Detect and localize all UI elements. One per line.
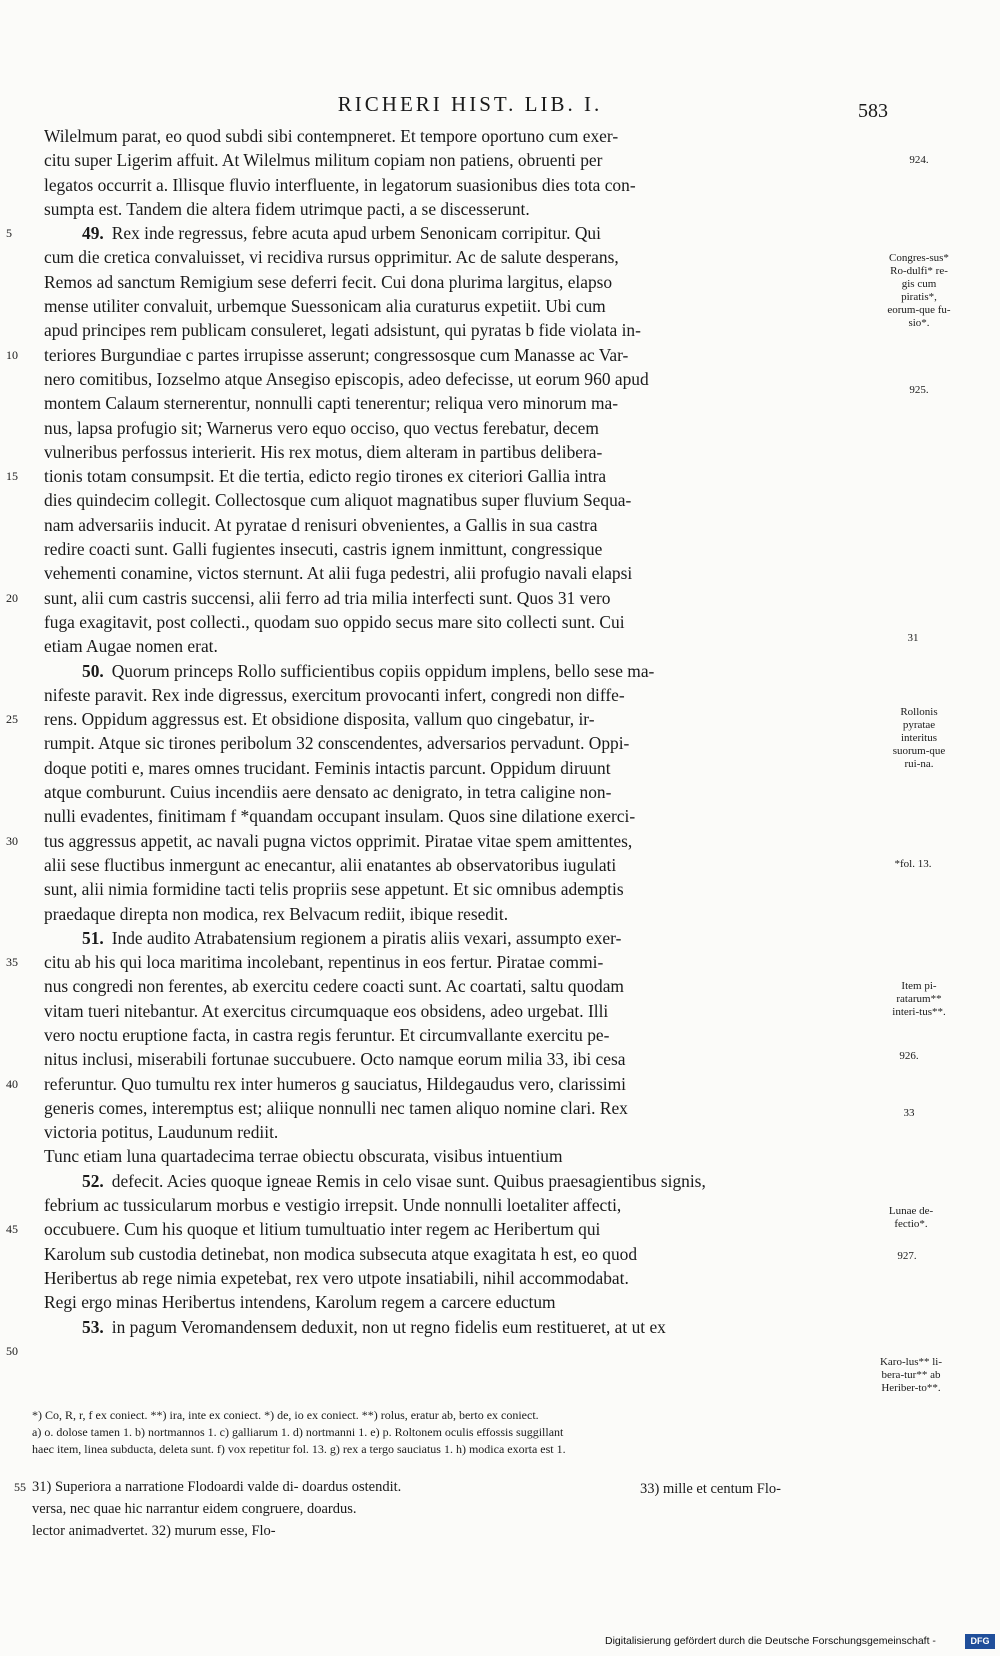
section-number: 49. [82,223,104,244]
text-line: alii sese fluctibus inmergunt ac enecantur, alii enatantes ab observatoribus iugulati [44,854,617,875]
text-line: redire coacti sunt. Galli fugientes insecuti, castris ignem inmittunt, congressique [44,539,603,560]
text-line: Regi ergo minas Heribertus intendens, Karolum regem a carcere eductum [44,1292,556,1313]
text-line: 52. defecit. Acies quoque igneae Remis in celo visae sunt. Quibus praesagientibus signis, [82,1170,706,1191]
text-line: vehementi conamine, victos sternunt. At alii fuga pedestri, alii profugio navali elapsi [44,563,633,584]
text-line: 10 teriores Burgundiae c partes irrupisse asserunt; congressosque cum Manasse ac Var- [6,344,629,365]
margin-note-fol13: *fol. 13. [894,858,932,870]
text-line: nus, lapsa profugio sit; Warnerus vero equo occiso, quo vectus ferebatur, decem [44,417,599,438]
text-line: nitus inclusi, miserabili fortunae succubuere. Octo namque eorum milia 33, ibi cesa [44,1049,626,1070]
text-line: nam adversariis inducit. At pyratae d renisuri obvenientes, a Gallis in sua castra [44,514,598,535]
text-line: generis comes, interemptus est; aliique nonnulli nec tamen aliquo nomine clari. Rex [44,1097,628,1118]
text-line: cum die cretica convaluisset, vi recidiva rursus opprimitur. Ac de salute desperans, [44,247,619,268]
text-line: 50. Quorum princeps Rollo sufficientibus copiis oppidum implens, bello sese ma- [82,660,655,681]
text-line: nulli evadentes, finitimam f *quandam occupant insulam. Quos sine dilatione exerci- [44,806,636,827]
page-number: 583 [858,100,888,122]
text-line: 15 tionis totam consumpsit. Et die tertia, edicto regio tirones ex citeriori Gallia intra [6,466,607,487]
text-line: 51. Inde audito Atrabatensium regionem a piratis aliis vexari, assumpto exer- [82,927,622,948]
dfg-logo-icon: DFG [965,1634,995,1649]
margin-year-926: 926. [899,1050,919,1062]
text-line: 25 rens. Oppidum aggressus est. Et obsidione disposita, vallum quo cingebatur, ir- [6,709,595,730]
text-line: etiam Augae nomen erat. [44,636,218,657]
text-line: nifeste paravit. Rex inde digressus, exercitum provocanti infert, congredi non diffe- [44,684,625,705]
text-line: 50 [6,1343,18,1358]
text-line: Wilelmum parat, eo quod subdi sibi contempneret. Et tempore oportuno cum exer- [44,126,619,146]
text-line: 53. in pagum Veromandensem deduxit, non ut regno fidelis eum restitueret, at ut ex [82,1316,666,1337]
text-line: 5 49. Rex inde regressus, febre acuta apud urbem Senonicam corripitur. Qui [6,223,601,244]
footnote-line: versa, nec quae hic narrantur eidem congruere, doardus. [32,1501,357,1517]
apparatus-notes [32,1407,867,1458]
margin-note-congressus: Congres-sus* Ro-dulfi* re-gis cum piratis*, eorum-que fu-sio*. [887,252,951,329]
text-line: rumpit. Atque sic tirones peribolum 32 conscendentes, adversarios pervadunt. Oppi- [44,733,630,754]
margin-year-924: 924. [909,154,929,166]
text-line: 45 occubuere. Cum his quoque et litium tumultuatio inter regem ac Heribertum qui [6,1219,601,1240]
text-line: doque potiti e, mares omnes trucidant. Feminis intactis parcunt. Oppidum diruunt [44,757,611,778]
margin-note-lunae: Lunae de-fectio*. [888,1205,934,1230]
section-number: 52. [82,1170,104,1191]
text-line: legatos occurrit a. Illisque fluvio interfluente, in legatorum suasionibus dies tota con- [44,174,636,195]
margin-note-33: 33 [903,1107,915,1119]
text-line: dies quindecim collegit. Collectosque cum aliquot magnatibus super fluvium Sequa- [44,490,632,511]
section-number: 51. [82,927,104,948]
footnote-line: 31) Superiora a narratione Flodoardi valde di- doardus ostendit. [32,1479,402,1495]
text-line: victoria potitus, Laudunum rediit. [44,1122,279,1143]
line-number: 55 [14,1480,26,1494]
text-line: Remos ad sanctum Remigium sese deferri fecit. Cui dona plurima largitus, elapso [44,271,613,292]
text-line: vulneribus perfossus interierit. His rex motus, diem alteram in partibus delibera- [44,441,603,462]
text-line: Tunc etiam luna quartadecima terrae obiectu obscurata, visibus intuentium [44,1146,563,1167]
text-line: nero comitibus, Iozselmo atque Ansegiso episcopis, adeo defecisse, ut eorum 960 apud [44,368,649,389]
margin-note-karolus: Karo-lus** li-bera-tur** ab Heriber-to**. [879,1356,942,1394]
margin-note-31: 31 [907,632,919,644]
footnote-33: 33) mille et centum Flo- [640,1481,781,1497]
text-line: febrium ac tussicularum morbus e vestigio irrepsit. Unde nonnulli loetaliter affecti, [44,1195,622,1216]
text-line: vitam tueri nitebantur. At exercitus circumquaque eos obsidens, adeo urgebat. Illi [44,1000,609,1021]
text-line: fuga exagitavit, post collecti., quodam suo oppido secus mare sito collecti sunt. Cui [44,611,625,632]
text-line: 30 tus aggressus appetit, ac navali pugna victos opprimit. Piratae vitae spem amittentes, [6,830,633,851]
text-line: apud principes rem publicam consuleret, legati adsistunt, qui pyratas b fide violata in- [44,320,641,341]
text-line: sunt, alii nimia formidine tacti telis propriis sese appetunt. Et sic omnibus ademptis [44,879,624,900]
text-line: vero noctu eruptione facta, in castra regis feruntur. Et circumvallante exercitu pe- [44,1024,610,1045]
text-line: atque comburunt. Cuius incendiis aere densato ac denigrato, in tetra caligine non- [44,782,612,803]
section-number: 53. [82,1316,104,1337]
main-text [6,124,882,1363]
text-line: sumpta est. Tandem die altera fidem utrimque pacti, a se discesserunt. [44,198,530,219]
text-line: 35 citu ab his qui loca maritima incolebant, repentinus in eos fertur. Piratae commi- [6,952,604,973]
section-number: 50. [82,660,104,681]
text-line: 40 referuntur. Quo tumultu rex inter humeros g sauciatus, Hildegaudus vero, clarissimi [6,1073,626,1094]
footnote-line: *) Co, R, r, f ex coniect. **) ira, inte ex coniect. *) de, io ex coniect. **) rolus, eratur ab, berto ex coniect. [32,1408,539,1422]
footnote-line: lector animadvertet. 32) murum esse, Flo- [32,1523,276,1539]
margin-year-927: 927. [897,1250,917,1262]
text-line: Karolum sub custodia detinebat, non modica subsecuta atque exagitata h est, eo quod [44,1243,638,1264]
text-line: 20 sunt, alii cum castris succensi, alii ferro ad tria milia interfecti sunt. Quos 31 vero [6,587,611,608]
margin-year-925: 925. [909,384,929,396]
digitization-credit: Digitalisierung gefördert durch die Deutsche Forschungsgemeinschaft - [605,1635,936,1647]
text-line: praedaque direpta non modica, rex Belvacum rediit, ibique resedit. [44,903,509,924]
text-line: nus congredi non ferentes, ab exercitu cedere coacti sunt. Ac coartati, saltu quodam [44,976,624,997]
text-line: Heribertus ab rege nimia expetebat, rex vero utpote insatiabili, nihil accommodabat. [44,1267,629,1288]
text-line: mense utiliter convaluit, urbemque Suessonicam alia curaturus expetiit. Ubi cum [44,296,606,317]
text-line: citu super Ligerim affuit. At Wilelmus militum copiam non patiens, obruenti per [44,150,603,171]
footnote-line: a) o. dolose tamen 1. b) nortmannos 1. c) galliarum 1. d) nortmanni 1. e) p. Roltonem oculis effossis suggillant [32,1425,564,1439]
running-head: RICHERI HIST. LIB. I. [337,92,603,116]
footnote-line: haec item, linea subducta, deleta sunt. f) vox repetitur fol. 13. g) rex a tergo sauciatus 1. h) modica exorta est 1. [32,1442,566,1456]
margin-note-rollonis: Rollonis pyratae interitus suorum-que rui-na. [892,706,946,770]
text-line: montem Calaum sternerentur, nonnulli capti tenerentur; reliqua vero minorum ma- [44,393,618,414]
margin-note-item: Item pi-ratarum** interi-tus**. [892,980,946,1018]
